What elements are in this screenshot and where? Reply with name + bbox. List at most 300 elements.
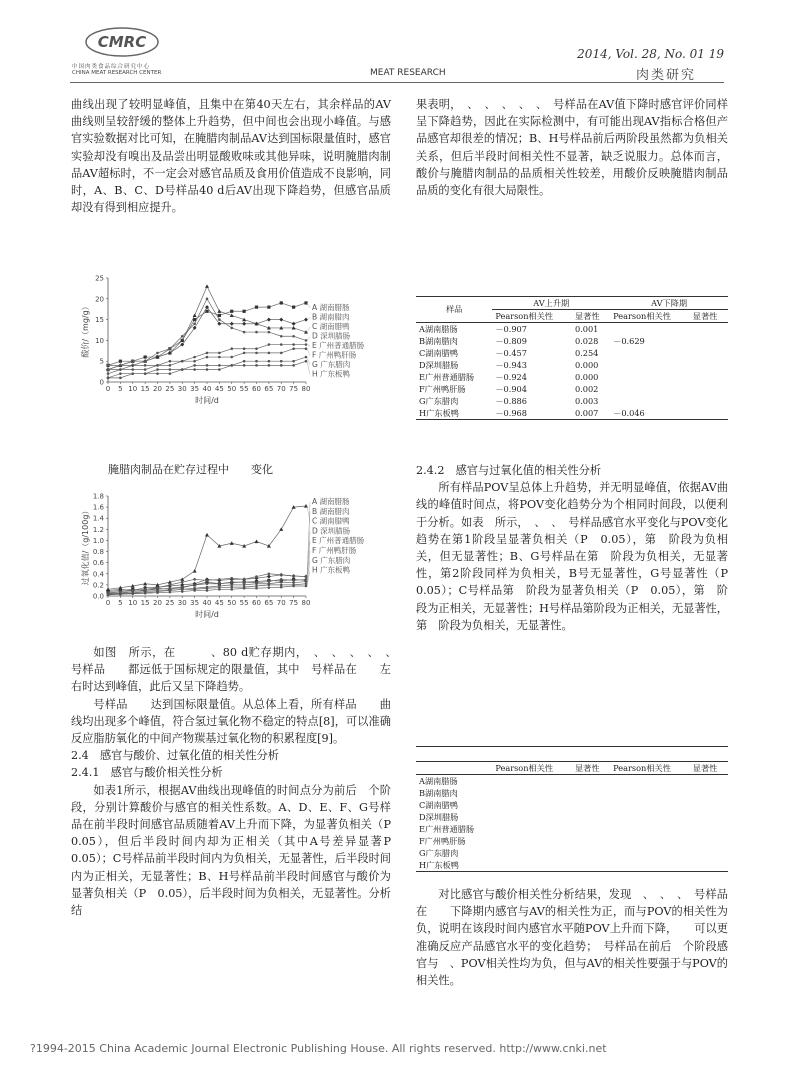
table2-cell-empty (492, 799, 572, 811)
table2-cell-empty (572, 823, 610, 835)
data-point (156, 368, 159, 371)
data-point (255, 585, 258, 588)
table1-row (416, 323, 728, 336)
legend-entry: D 深圳腊肠 (312, 526, 351, 536)
x-tick-label: 10 (128, 599, 138, 607)
table2-cell-empty (572, 811, 610, 823)
table1-cell-s1: 0.001 (574, 324, 599, 334)
legend-leader (307, 337, 310, 341)
table1-cell-r1: －0.943 (495, 359, 527, 370)
legend-entry: A 湖南腊肠 (312, 497, 350, 506)
data-point (255, 347, 258, 350)
data-point (268, 331, 271, 334)
data-point (193, 322, 196, 325)
left-bottom-text (71, 644, 403, 919)
table1-cell-r2 (610, 323, 690, 336)
data-point (119, 360, 122, 363)
legend-entry: C 湖南腊鸭 (312, 322, 350, 331)
data-point (144, 372, 147, 375)
data-point (230, 322, 234, 326)
legend-entry: F 广州鸭肝肠 (312, 350, 357, 360)
data-point (292, 364, 295, 367)
data-point (279, 527, 283, 531)
table2-row (416, 823, 728, 835)
table1-cell-label: G广东腊肉 (419, 395, 459, 406)
data-point (107, 594, 110, 597)
section-2-4-2-heading: 2.4.2 感官与过氧化值的相关性分析 (416, 464, 602, 477)
data-point (131, 368, 134, 371)
right-top-text: 果表明， 、 、 、 、 、 号样品在AV值下降时感官评价同样呈下降趋势，因此在实际检测中，有可能出现AV指标合格但产品感官却很差的情况；B、H号样品前后两阶段虽然都为负相关关系，但后半段时间相关性不显著，缺乏说服力。总体而言，酸价与腌腊肉制品的品质相关性较差，用酸价反映腌腊肉制品品质的变化有很大局限性。 (416, 98, 728, 198)
table2-row (416, 787, 728, 799)
data-point (280, 574, 283, 577)
x-tick-label: 20 (153, 385, 162, 393)
table1-cell-s1: 0.003 (574, 396, 599, 406)
table1-cell-s2 (690, 395, 728, 407)
data-point (169, 372, 172, 375)
y-tick-label: 1.8 (92, 492, 104, 501)
table2-cell-empty (610, 775, 690, 788)
header-rule (70, 82, 724, 83)
data-point (267, 318, 271, 322)
data-point (292, 306, 295, 309)
data-point (217, 309, 221, 313)
data-point (255, 540, 259, 544)
data-point (230, 310, 233, 313)
table1-cell-r1: －0.809 (495, 335, 527, 346)
legend-leader (307, 361, 310, 374)
table1-cell-s2 (690, 323, 728, 336)
data-point (181, 586, 184, 589)
table1-cell-r1: －0.968 (495, 407, 527, 418)
data-point (144, 355, 147, 358)
data-point (181, 581, 184, 584)
data-point (230, 581, 233, 584)
data-point (218, 368, 221, 371)
x-tick-label: 15 (140, 385, 150, 393)
data-point (181, 368, 184, 371)
table1-header-sig-2: 显著性 (690, 310, 728, 323)
data-point (230, 347, 233, 350)
table2-row (416, 835, 728, 847)
x-tick-label: 35 (190, 385, 200, 393)
data-point (268, 343, 271, 346)
table1-cell-s2 (690, 371, 728, 383)
data-point (218, 578, 221, 581)
data-point (218, 364, 221, 367)
y-tick-label: 0 (99, 378, 104, 387)
table1-cell-r2: －0.629 (613, 335, 645, 346)
x-tick-label: 5 (118, 599, 123, 607)
x-tick-label: 60 (252, 385, 261, 393)
table1-cell-r1: －0.907 (495, 323, 527, 334)
y-tick-label: 5 (99, 357, 104, 366)
data-point (181, 588, 184, 591)
data-point (268, 586, 271, 589)
data-point (305, 339, 308, 342)
data-point (304, 318, 308, 322)
x-tick-label: 75 (289, 599, 299, 607)
data-point (218, 318, 221, 321)
x-tick-label: 55 (239, 599, 249, 607)
table2-cell-label: H广东板鸭 (419, 859, 459, 870)
table1-cell-label: F广州鸭肝肠 (419, 383, 466, 394)
data-point (267, 306, 270, 309)
logo-text: CMRC (97, 33, 147, 51)
legend-entry: E 广州普通腊肠 (312, 536, 365, 546)
data-point (218, 356, 221, 359)
legend-entry: D 深圳腊肠 (312, 331, 351, 341)
table1-row (416, 407, 728, 420)
data-point (119, 377, 122, 380)
x-tick-label: 80 (301, 385, 311, 393)
data-point (119, 593, 122, 596)
x-tick-label: 25 (165, 599, 175, 607)
table2-cell-empty (572, 859, 610, 872)
y-axis-label: 酸价/（mg/g） (81, 302, 90, 358)
y-tick-label: 15 (95, 316, 104, 325)
data-point (267, 575, 271, 579)
paragraph-pov-correlation: 所有样品POV呈总体上升趋势，并无明显峰值，依据AV曲线的峰值时间点，将POV变化趋势分为个相同时间段，以便利于分析。如表 所示， 、 、 号样品感官水平变化与POV变化趋势在第1阶段呈显著负相关（P 0.05），第 阶段为负相关，但无显著性；B、G号样品在第 阶段为负相关，无显著性，第2阶段同样为负相关，B号无显著性，G号显著性（P 0.05）；C号样品第 阶段为显著负相关（P 0.05），第 阶段为正相关，无显著性；H号样品第阶段为正相关，无显著性，第 阶段为负相关，无显著性。 (416, 481, 740, 632)
table2-cell-empty (492, 775, 572, 788)
y-tick-label: 1.4 (92, 514, 104, 523)
data-point (230, 577, 233, 580)
data-point (280, 301, 283, 304)
data-point (193, 368, 196, 371)
data-point (119, 364, 122, 367)
table2-cell-empty (690, 787, 728, 799)
data-point (107, 377, 110, 380)
right-mid-text (416, 462, 740, 634)
data-point (218, 352, 221, 355)
data-point (206, 298, 209, 301)
x-tick-label: 20 (153, 599, 162, 607)
data-point (144, 368, 147, 371)
data-point (206, 582, 209, 585)
table1-cell-r1: －0.886 (495, 395, 527, 406)
data-point (292, 335, 295, 338)
table1-cell-label: B湖南腊肉 (419, 335, 458, 346)
paragraph-comparison: 对比感官与酸价相关性分析结果，发现 、 、 、 号样品在 下降期内感官与AV的相关性为正，而与POV的相关性为负，说明在该段时间内感官水平随POV上升而下降， 可以更准确反应产品感官水平的变化趋势； 号样品在前后 个阶段感官与 、POV相关性均为负，但与AV的相关性要强于与POV的相关性。 (416, 888, 728, 988)
table2-cell-empty (492, 859, 572, 872)
data-point (268, 360, 271, 363)
data-point (279, 318, 283, 322)
data-point (268, 352, 271, 355)
left-top-text: 曲线出现了较明显峰值，且集中在第40天左右，其余样品的AV曲线则呈较舒缓的整体上升趋势，但中间也会出现小峰值。与感官实验数据对比可知，在腌腊肉制品AV达到国标限量值时，感官实验却没有嗅出及品尝出明显酸败味或其他异味，说明腌腊肉制品AV超标时，不一定会对感官品质及食用价值造成不良影响，同时，A、B、C、D号样品40 d后AV出现下降趋势，但感官品质却没有得到相应提升。 (71, 98, 391, 215)
table2-header-sig-2: 显著性 (690, 762, 728, 775)
x-tick-label: 75 (289, 385, 299, 393)
data-point (156, 591, 159, 594)
data-point (193, 589, 196, 592)
table1-cell-r2 (610, 395, 690, 407)
x-tick-label: 30 (177, 599, 187, 607)
table1-cell-label: H广东板鸭 (419, 407, 459, 418)
data-point (169, 587, 172, 590)
x-tick-label: 45 (214, 599, 224, 607)
table1-header-fall: AV下降期 (610, 297, 728, 310)
data-point (243, 587, 246, 590)
table2-cell-label: B湖南腊肉 (419, 787, 458, 798)
table2-cell-empty (690, 835, 728, 847)
data-point (243, 360, 246, 363)
data-point (255, 360, 258, 363)
x-tick-label: 80 (301, 599, 311, 607)
x-tick-label: 40 (202, 599, 212, 607)
table1-cell-label: D深圳腊肠 (419, 359, 459, 370)
data-point (230, 356, 233, 359)
legend-entry: B 湖南腊肉 (312, 506, 350, 516)
data-point (169, 364, 172, 367)
table2-cell-empty (610, 811, 690, 823)
data-point (255, 306, 258, 309)
data-point (280, 586, 283, 589)
data-point (169, 591, 172, 594)
table2-cell-empty (572, 787, 610, 799)
x-tick-label: 50 (227, 599, 237, 607)
table2-cell-empty (492, 835, 572, 847)
table2-cell-empty (492, 787, 572, 799)
x-tick-label: 70 (276, 599, 286, 607)
legend-leader (307, 345, 310, 346)
data-point (255, 331, 258, 334)
data-point (218, 314, 221, 317)
data-point (305, 585, 308, 588)
table2-cell-label: G广东腊肉 (419, 847, 459, 858)
table2-cell-empty (690, 823, 728, 835)
table1-row (416, 359, 728, 371)
data-point (181, 590, 184, 593)
table2-cell-empty (690, 847, 728, 859)
data-point (119, 368, 122, 371)
table2-cell-label: A湖南腊肠 (419, 775, 458, 786)
data-point (292, 322, 296, 326)
data-point (144, 360, 147, 363)
data-point (292, 585, 295, 588)
data-point (305, 356, 308, 359)
data-point (144, 364, 147, 367)
table1-cell-s1: 0.007 (574, 408, 599, 418)
data-point (255, 582, 258, 585)
table2-cell-empty (610, 823, 690, 835)
data-point (268, 580, 271, 583)
logo-en-text: CHINA MEAT RESEARCH CENTER (72, 70, 162, 76)
figure-2-chart (72, 490, 392, 625)
y-axis-label: 过氧化值/（g/100g） (81, 506, 90, 586)
data-point (255, 587, 258, 590)
data-point (218, 588, 221, 591)
table2-cell-empty (690, 775, 728, 788)
legend-leader (307, 327, 310, 332)
table2-cell-empty (610, 799, 690, 811)
data-point (169, 360, 172, 363)
table1-row (416, 347, 728, 359)
table2-cell-label: C湖南腊鸭 (419, 799, 459, 810)
right-top-paragraph (416, 96, 728, 199)
x-tick-label: 40 (202, 385, 212, 393)
data-point (280, 578, 283, 581)
table1-cell-r1: －0.457 (495, 347, 527, 358)
section-2-4-heading: 2.4 感官与酸价、过氧化值的相关性分析 (71, 749, 279, 763)
data-point (305, 582, 308, 585)
data-point (243, 364, 246, 367)
data-point (144, 592, 147, 595)
x-tick-label: 70 (276, 385, 286, 393)
data-point (205, 310, 208, 313)
table1-header-sig-1: 显著性 (572, 310, 610, 323)
data-point (206, 587, 209, 590)
x-tick-label: 30 (177, 385, 187, 393)
table1-cell-s1: 0.028 (574, 336, 599, 346)
data-point (280, 352, 283, 355)
table1-header-pearson-1: Pearson相关性 (492, 310, 572, 323)
series-line (108, 357, 306, 378)
table2-cell-label: D深圳腊肠 (419, 811, 459, 822)
table1-cell-s2 (690, 335, 728, 347)
data-point (292, 575, 295, 578)
y-tick-label: 25 (95, 274, 104, 283)
table1-cell-r2 (610, 347, 690, 359)
x-tick-label: 0 (105, 385, 111, 393)
series-line (108, 307, 306, 369)
table2-cell-empty (492, 823, 572, 835)
data-point (206, 368, 209, 371)
table2-cell-empty (572, 835, 610, 847)
table2-cell-empty (492, 811, 572, 823)
data-point (243, 331, 246, 334)
table1-cell-label: C湖南腊鸭 (419, 347, 459, 358)
data-point (107, 368, 110, 371)
x-tick-label: 60 (252, 599, 261, 607)
data-point (205, 284, 209, 288)
x-tick-label: 45 (214, 385, 224, 393)
data-point (119, 372, 122, 375)
legend-entry: G 广东腊肉 (312, 360, 351, 369)
data-point (268, 364, 271, 367)
data-point (107, 364, 110, 367)
figure-1-caption: 腌腊肉制品在贮存过程中 变化 (108, 463, 273, 476)
table2-header-sig-1: 显著性 (572, 762, 610, 775)
data-point (243, 347, 246, 350)
table1-row (416, 395, 728, 407)
data-point (206, 364, 209, 367)
data-point (242, 322, 246, 326)
table1-cell-r1: －0.904 (495, 383, 527, 394)
data-point (292, 360, 295, 363)
data-point (131, 360, 134, 363)
data-point (280, 584, 283, 587)
x-tick-label: 5 (118, 385, 123, 393)
x-tick-label: 65 (264, 385, 274, 393)
data-point (280, 364, 283, 367)
table1-cell-s1: 0.254 (574, 348, 599, 358)
x-tick-label: 35 (190, 599, 200, 607)
data-point (230, 586, 233, 589)
legend-entry: E 广州普通腊肠 (312, 341, 365, 350)
table1-cell-s1: 0.000 (574, 372, 599, 382)
table1-cell-s2 (690, 383, 728, 395)
data-point (280, 335, 283, 338)
table1-cell-s2 (690, 407, 728, 420)
data-point (193, 356, 196, 359)
data-point (243, 584, 246, 587)
data-point (305, 343, 308, 346)
table1-cell-label: E广州普通腊肠 (419, 371, 475, 382)
table2-row (416, 847, 728, 859)
data-point (230, 588, 233, 591)
table1-row (416, 383, 728, 395)
table1-row (416, 371, 728, 383)
data-point (255, 352, 258, 355)
table1-cell-r2 (610, 359, 690, 371)
data-point (292, 581, 295, 584)
legend-leader (307, 318, 310, 320)
data-point (193, 313, 197, 317)
data-point (230, 327, 233, 330)
table2-cell-empty (610, 847, 690, 859)
data-point (206, 589, 209, 592)
right-bottom-text (416, 886, 728, 989)
data-point (180, 577, 184, 581)
table1-cell-s2 (690, 359, 728, 371)
data-point (193, 569, 197, 573)
table2-row (416, 811, 728, 823)
table2-cell-empty (492, 847, 572, 859)
paragraph-peroxide-1: 如图 所示，在 、80 d贮存期内， 、 、 、 、 、 号样品 都远低于国标规定的限量值，其中 号样品在 左右时达到峰值，此后又呈下降趋势。 (71, 646, 403, 694)
legend-entry: G 广东腊肉 (312, 555, 351, 565)
table1-header-pearson-2: Pearson相关性 (610, 310, 690, 323)
legend-leader (307, 349, 310, 356)
data-point (181, 360, 184, 363)
left-top-paragraph (71, 96, 391, 216)
table2-row (416, 799, 728, 811)
data-point (131, 364, 134, 367)
table2-cell-empty (572, 775, 610, 788)
data-point (243, 578, 246, 581)
table1-cell-r1: －0.924 (495, 371, 527, 382)
data-point (280, 581, 283, 584)
table1-header-sample: 样品 (416, 297, 492, 323)
x-tick-label: 25 (165, 385, 175, 393)
data-point (280, 360, 283, 363)
data-point (206, 352, 209, 355)
data-point (206, 579, 209, 582)
data-point (305, 360, 308, 363)
data-point (156, 372, 159, 375)
data-point (169, 584, 172, 587)
y-tick-label: 1.6 (92, 503, 104, 512)
data-point (131, 372, 134, 375)
table1-row (416, 335, 728, 347)
data-point (292, 347, 295, 350)
table2-cell-empty (572, 799, 610, 811)
table2-header-pearson-2: Pearson相关性 (610, 762, 690, 775)
table1-cell-s2 (690, 347, 728, 359)
table1-cell-r2: －0.046 (613, 407, 645, 418)
legend-entry: B 湖南腊肉 (312, 312, 350, 322)
data-point (169, 347, 172, 350)
table2-cell-empty (610, 787, 690, 799)
data-point (131, 592, 134, 595)
section-2-4-1-heading: 2.4.1 感官与酸价相关性分析 (71, 766, 223, 780)
data-point (169, 368, 172, 371)
table2-cell-empty (572, 847, 610, 859)
y-tick-label: 10 (95, 336, 104, 345)
data-point (255, 575, 258, 578)
table2-row (416, 775, 728, 788)
copyright-footer: ?1994-2015 China Academic Journal Electronic Publishing House. All rights reserved. http://www.cnki.net (30, 1042, 607, 1055)
legend-leader (307, 303, 310, 308)
table2-cell-empty (690, 859, 728, 872)
data-point (230, 364, 233, 367)
